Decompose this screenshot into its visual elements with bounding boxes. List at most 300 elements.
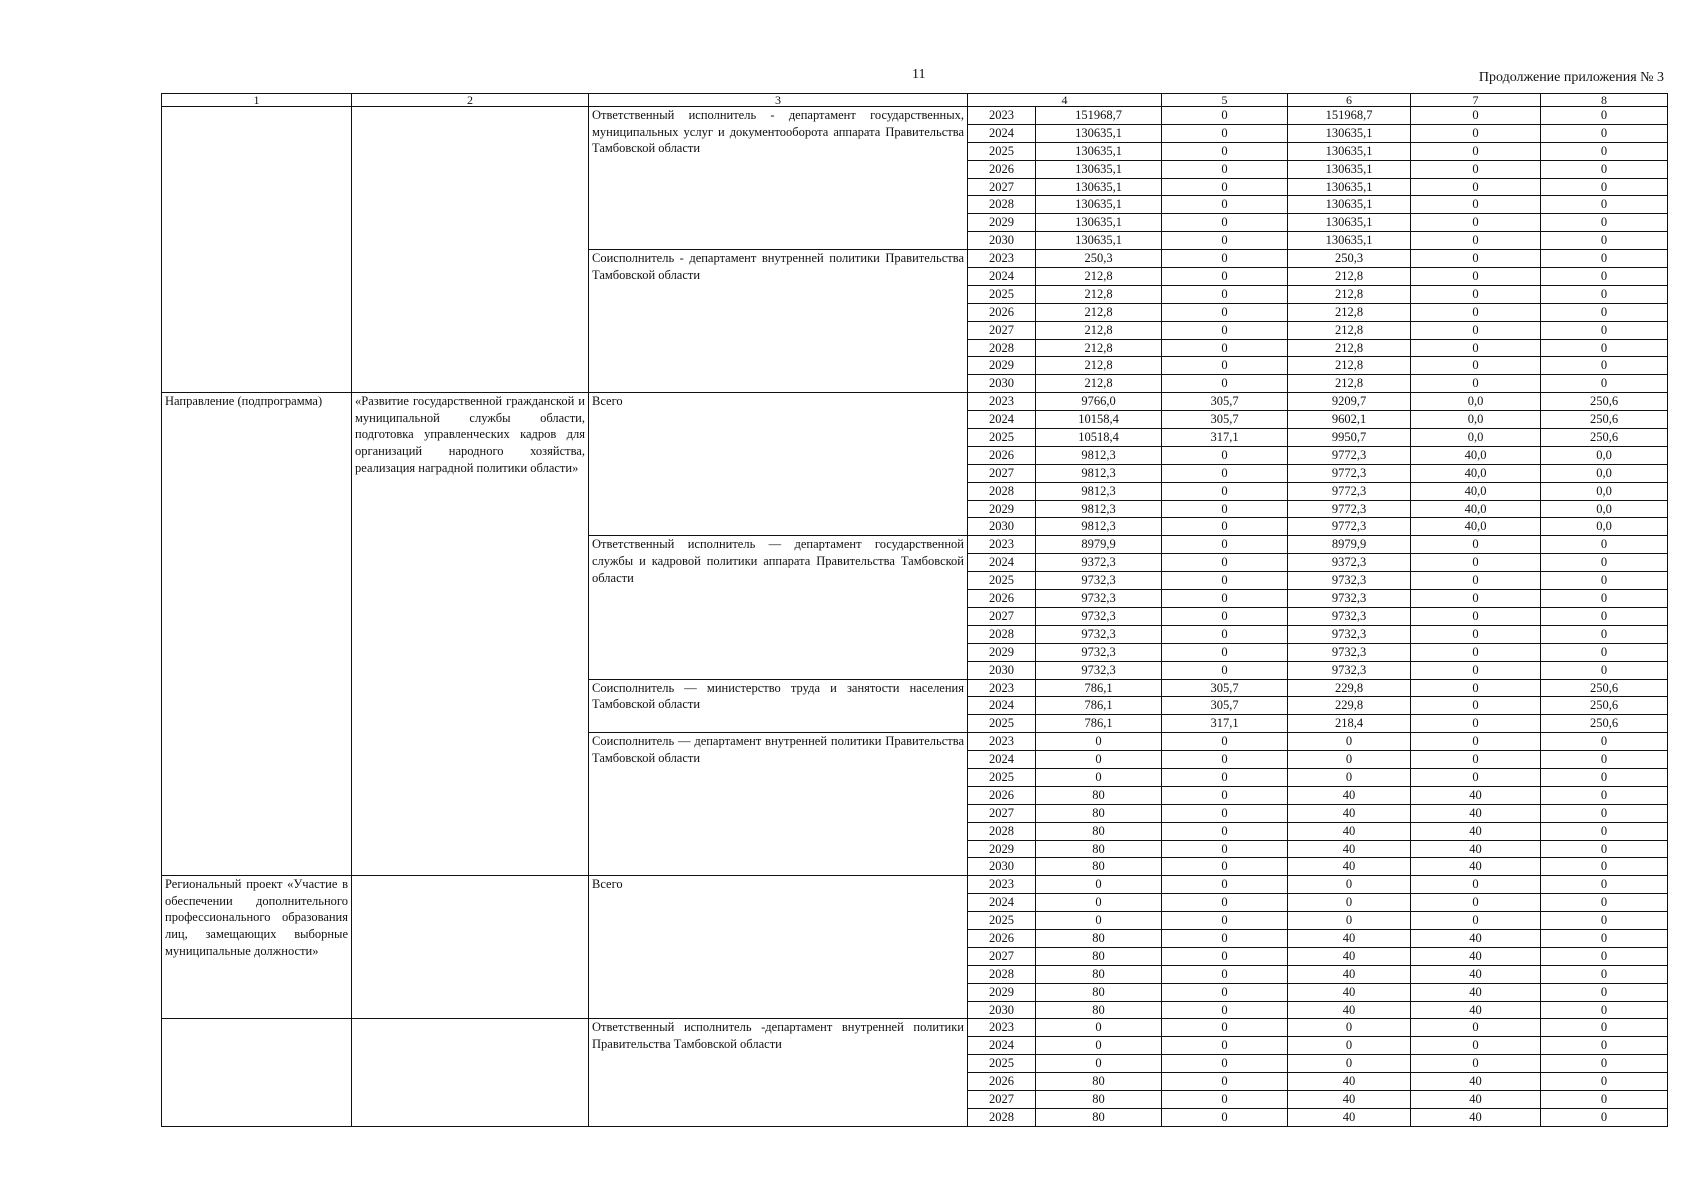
- value-cell: 0,0: [1411, 411, 1541, 429]
- value-cell: 0: [1541, 947, 1668, 965]
- value-cell: 40: [1288, 929, 1411, 947]
- value-cell: 0: [1541, 1001, 1668, 1019]
- program-name-cell: «Развитие государственной гражданской и муниципальной службы области, подготовка управленческих кадров для организаций народного хозяйства, реализация наградной политики области»: [352, 393, 589, 876]
- year-cell: 2028: [968, 482, 1036, 500]
- value-cell: 0: [1411, 375, 1541, 393]
- year-cell: 2028: [968, 625, 1036, 643]
- year-cell: 2030: [968, 518, 1036, 536]
- value-cell: 80: [1036, 822, 1162, 840]
- value-cell: 250,6: [1541, 679, 1668, 697]
- program-name-cell: [352, 876, 589, 1019]
- value-cell: 0: [1162, 625, 1288, 643]
- value-cell: 250,6: [1541, 697, 1668, 715]
- value-cell: 9732,3: [1036, 572, 1162, 590]
- table-row: [162, 393, 1668, 411]
- value-cell: 0: [1541, 536, 1668, 554]
- value-cell: 212,8: [1288, 303, 1411, 321]
- value-cell: 0: [1541, 929, 1668, 947]
- year-cell: 2028: [968, 822, 1036, 840]
- value-cell: 0: [1541, 590, 1668, 608]
- executor-cell: Соисполнитель — министерство труда и занятости населения Тамбовской области: [589, 679, 968, 733]
- value-cell: 0: [1162, 912, 1288, 930]
- value-cell: 40,0: [1411, 446, 1541, 464]
- value-cell: 40: [1411, 804, 1541, 822]
- value-cell: 9812,3: [1036, 446, 1162, 464]
- value-cell: 0: [1411, 554, 1541, 572]
- value-cell: 212,8: [1288, 375, 1411, 393]
- value-cell: 9812,3: [1036, 500, 1162, 518]
- year-cell: 2023: [968, 393, 1036, 411]
- value-cell: 0: [1036, 751, 1162, 769]
- value-cell: 9950,7: [1288, 429, 1411, 447]
- value-cell: 0: [1411, 768, 1541, 786]
- value-cell: 0: [1162, 1073, 1288, 1091]
- year-cell: 2027: [968, 947, 1036, 965]
- value-cell: 0: [1162, 1001, 1288, 1019]
- direction-cell: [162, 1019, 352, 1126]
- year-cell: 2025: [968, 912, 1036, 930]
- value-cell: 305,7: [1162, 411, 1288, 429]
- value-cell: 0: [1411, 733, 1541, 751]
- value-cell: 0: [1036, 768, 1162, 786]
- value-cell: 0: [1541, 107, 1668, 125]
- value-cell: 0: [1541, 160, 1668, 178]
- value-cell: 9209,7: [1288, 393, 1411, 411]
- year-cell: 2030: [968, 232, 1036, 250]
- value-cell: 212,8: [1288, 321, 1411, 339]
- table-row: [162, 107, 1668, 125]
- year-cell: 2024: [968, 751, 1036, 769]
- year-cell: 2027: [968, 804, 1036, 822]
- page-number: 11: [912, 67, 926, 82]
- year-cell: 2026: [968, 929, 1036, 947]
- value-cell: 229,8: [1288, 679, 1411, 697]
- value-cell: 0: [1541, 768, 1668, 786]
- value-cell: 8979,9: [1288, 536, 1411, 554]
- value-cell: 130635,1: [1288, 160, 1411, 178]
- column-header: 7: [1411, 94, 1541, 107]
- value-cell: 9772,3: [1288, 446, 1411, 464]
- value-cell: 0: [1541, 840, 1668, 858]
- year-cell: 2026: [968, 786, 1036, 804]
- value-cell: 0: [1411, 357, 1541, 375]
- value-cell: 0: [1541, 1073, 1668, 1091]
- value-cell: 0: [1288, 1055, 1411, 1073]
- value-cell: 0: [1162, 572, 1288, 590]
- value-cell: 40: [1288, 786, 1411, 804]
- value-cell: 9772,3: [1288, 464, 1411, 482]
- value-cell: 40: [1288, 822, 1411, 840]
- value-cell: 40: [1288, 1001, 1411, 1019]
- value-cell: 40: [1288, 1073, 1411, 1091]
- value-cell: 0: [1541, 625, 1668, 643]
- value-cell: 0: [1162, 268, 1288, 286]
- value-cell: 0: [1411, 536, 1541, 554]
- value-cell: 0: [1162, 321, 1288, 339]
- executor-cell: Ответственный исполнитель - департамент государственных, муниципальных услуг и документооборота аппарата Правительства Тамбовской области: [589, 107, 968, 250]
- value-cell: 0: [1541, 1019, 1668, 1037]
- year-cell: 2028: [968, 339, 1036, 357]
- value-cell: 0: [1162, 1055, 1288, 1073]
- value-cell: 9732,3: [1288, 607, 1411, 625]
- value-cell: 212,8: [1288, 285, 1411, 303]
- value-cell: 0: [1541, 554, 1668, 572]
- value-cell: 0,0: [1411, 393, 1541, 411]
- value-cell: 0: [1036, 733, 1162, 751]
- value-cell: 0: [1541, 858, 1668, 876]
- value-cell: 0: [1541, 643, 1668, 661]
- value-cell: 0: [1541, 983, 1668, 1001]
- budget-table: [161, 93, 1668, 1127]
- value-cell: 40,0: [1411, 464, 1541, 482]
- value-cell: 10518,4: [1036, 429, 1162, 447]
- column-header: 5: [1162, 94, 1288, 107]
- value-cell: 0: [1541, 124, 1668, 142]
- value-cell: 0: [1541, 804, 1668, 822]
- table-body: [162, 107, 1668, 1127]
- year-cell: 2027: [968, 321, 1036, 339]
- value-cell: 0: [1541, 1055, 1668, 1073]
- table-row: [162, 1019, 1668, 1037]
- year-cell: 2029: [968, 214, 1036, 232]
- value-cell: 0: [1411, 894, 1541, 912]
- value-cell: 0: [1541, 894, 1668, 912]
- value-cell: 130635,1: [1288, 124, 1411, 142]
- value-cell: 80: [1036, 1073, 1162, 1091]
- value-cell: 250,3: [1036, 250, 1162, 268]
- value-cell: 0: [1288, 1037, 1411, 1055]
- value-cell: 9732,3: [1288, 625, 1411, 643]
- value-cell: 40: [1288, 858, 1411, 876]
- value-cell: 0: [1036, 894, 1162, 912]
- value-cell: 0: [1036, 1055, 1162, 1073]
- value-cell: 0: [1162, 554, 1288, 572]
- value-cell: 40: [1411, 1108, 1541, 1126]
- value-cell: 0: [1411, 268, 1541, 286]
- value-cell: 130635,1: [1288, 178, 1411, 196]
- value-cell: 0: [1162, 160, 1288, 178]
- value-cell: 0: [1541, 375, 1668, 393]
- value-cell: 0: [1162, 124, 1288, 142]
- value-cell: 9732,3: [1288, 590, 1411, 608]
- year-cell: 2029: [968, 840, 1036, 858]
- year-cell: 2025: [968, 142, 1036, 160]
- value-cell: 9732,3: [1288, 643, 1411, 661]
- value-cell: 80: [1036, 1108, 1162, 1126]
- value-cell: 80: [1036, 858, 1162, 876]
- value-cell: 305,7: [1162, 697, 1288, 715]
- value-cell: 0: [1411, 590, 1541, 608]
- value-cell: 317,1: [1162, 715, 1288, 733]
- value-cell: 130635,1: [1036, 124, 1162, 142]
- value-cell: 0: [1162, 858, 1288, 876]
- value-cell: 0: [1411, 232, 1541, 250]
- year-cell: 2027: [968, 178, 1036, 196]
- value-cell: 151968,7: [1036, 107, 1162, 125]
- value-cell: 0: [1162, 661, 1288, 679]
- year-cell: 2024: [968, 124, 1036, 142]
- year-cell: 2026: [968, 1073, 1036, 1091]
- value-cell: 0: [1411, 196, 1541, 214]
- year-cell: 2025: [968, 572, 1036, 590]
- value-cell: 40: [1411, 929, 1541, 947]
- value-cell: 212,8: [1036, 285, 1162, 303]
- value-cell: 250,3: [1288, 250, 1411, 268]
- value-cell: 0: [1162, 446, 1288, 464]
- year-cell: 2026: [968, 590, 1036, 608]
- executor-cell: Соисполнитель — департамент внутренней политики Правительства Тамбовской области: [589, 733, 968, 876]
- column-header: 8: [1541, 94, 1668, 107]
- value-cell: 9732,3: [1036, 625, 1162, 643]
- value-cell: 0: [1036, 1019, 1162, 1037]
- value-cell: 0: [1162, 786, 1288, 804]
- executor-cell: Ответственный исполнитель -департамент внутренней политики Правительства Тамбовской области: [589, 1019, 968, 1126]
- value-cell: 9772,3: [1288, 500, 1411, 518]
- value-cell: 80: [1036, 804, 1162, 822]
- value-cell: 0: [1411, 715, 1541, 733]
- value-cell: 0: [1411, 1055, 1541, 1073]
- column-header: 1: [162, 94, 352, 107]
- year-cell: 2024: [968, 697, 1036, 715]
- value-cell: 9732,3: [1036, 643, 1162, 661]
- value-cell: 0: [1411, 160, 1541, 178]
- value-cell: 0: [1036, 1037, 1162, 1055]
- value-cell: 40: [1288, 983, 1411, 1001]
- value-cell: 0: [1162, 876, 1288, 894]
- value-cell: 0: [1162, 214, 1288, 232]
- value-cell: 212,8: [1288, 339, 1411, 357]
- value-cell: 0: [1411, 107, 1541, 125]
- value-cell: 130635,1: [1288, 142, 1411, 160]
- value-cell: 0: [1162, 232, 1288, 250]
- value-cell: 0: [1288, 768, 1411, 786]
- value-cell: 40: [1411, 840, 1541, 858]
- value-cell: 0: [1162, 178, 1288, 196]
- value-cell: 0: [1411, 285, 1541, 303]
- value-cell: 0: [1162, 1108, 1288, 1126]
- value-cell: 40: [1411, 947, 1541, 965]
- value-cell: 40: [1411, 1001, 1541, 1019]
- value-cell: 0,0: [1541, 464, 1668, 482]
- value-cell: 0: [1411, 142, 1541, 160]
- direction-cell: [162, 107, 352, 393]
- value-cell: 0: [1411, 572, 1541, 590]
- value-cell: 0: [1541, 1108, 1668, 1126]
- year-cell: 2025: [968, 768, 1036, 786]
- value-cell: 0: [1541, 1037, 1668, 1055]
- value-cell: 0: [1162, 357, 1288, 375]
- value-cell: 80: [1036, 1090, 1162, 1108]
- value-cell: 0: [1162, 482, 1288, 500]
- year-cell: 2023: [968, 107, 1036, 125]
- value-cell: 212,8: [1288, 268, 1411, 286]
- value-cell: 0: [1541, 196, 1668, 214]
- value-cell: 0: [1162, 339, 1288, 357]
- value-cell: 0: [1162, 607, 1288, 625]
- value-cell: 0: [1411, 214, 1541, 232]
- value-cell: 0: [1162, 768, 1288, 786]
- value-cell: 0,0: [1411, 429, 1541, 447]
- year-cell: 2024: [968, 894, 1036, 912]
- value-cell: 786,1: [1036, 697, 1162, 715]
- value-cell: 130635,1: [1036, 142, 1162, 160]
- value-cell: 212,8: [1036, 339, 1162, 357]
- value-cell: 0: [1541, 912, 1668, 930]
- value-cell: 0: [1162, 500, 1288, 518]
- value-cell: 0: [1541, 268, 1668, 286]
- value-cell: 80: [1036, 965, 1162, 983]
- value-cell: 80: [1036, 1001, 1162, 1019]
- value-cell: 0: [1288, 912, 1411, 930]
- value-cell: 130635,1: [1288, 232, 1411, 250]
- value-cell: 0: [1411, 876, 1541, 894]
- year-cell: 2023: [968, 733, 1036, 751]
- year-cell: 2030: [968, 661, 1036, 679]
- value-cell: 0: [1411, 607, 1541, 625]
- value-cell: 0: [1541, 357, 1668, 375]
- value-cell: 0: [1541, 321, 1668, 339]
- executor-cell: Всего: [589, 876, 968, 1019]
- value-cell: 40: [1411, 1090, 1541, 1108]
- value-cell: 0: [1411, 1019, 1541, 1037]
- value-cell: 130635,1: [1288, 196, 1411, 214]
- value-cell: 40: [1288, 840, 1411, 858]
- value-cell: 0: [1162, 1019, 1288, 1037]
- value-cell: 80: [1036, 947, 1162, 965]
- value-cell: 0: [1541, 751, 1668, 769]
- year-cell: 2023: [968, 250, 1036, 268]
- year-cell: 2027: [968, 464, 1036, 482]
- value-cell: 0: [1411, 643, 1541, 661]
- value-cell: 130635,1: [1036, 178, 1162, 196]
- value-cell: 9732,3: [1288, 572, 1411, 590]
- year-cell: 2026: [968, 303, 1036, 321]
- value-cell: 212,8: [1036, 303, 1162, 321]
- value-cell: 40,0: [1411, 518, 1541, 536]
- value-cell: 0: [1411, 661, 1541, 679]
- value-cell: 9602,1: [1288, 411, 1411, 429]
- value-cell: 8979,9: [1036, 536, 1162, 554]
- value-cell: 40: [1288, 1090, 1411, 1108]
- value-cell: 80: [1036, 786, 1162, 804]
- value-cell: 0: [1288, 733, 1411, 751]
- value-cell: 0: [1288, 1019, 1411, 1037]
- value-cell: 0: [1411, 303, 1541, 321]
- value-cell: 0: [1162, 375, 1288, 393]
- value-cell: 0: [1162, 1090, 1288, 1108]
- value-cell: 40: [1411, 983, 1541, 1001]
- value-cell: 0: [1162, 142, 1288, 160]
- value-cell: 229,8: [1288, 697, 1411, 715]
- value-cell: 0: [1411, 697, 1541, 715]
- column-header: 2: [352, 94, 589, 107]
- year-cell: 2023: [968, 536, 1036, 554]
- value-cell: 0: [1541, 285, 1668, 303]
- value-cell: 0: [1162, 536, 1288, 554]
- value-cell: 0: [1541, 661, 1668, 679]
- year-cell: 2025: [968, 429, 1036, 447]
- year-cell: 2027: [968, 1090, 1036, 1108]
- program-name-cell: [352, 107, 589, 393]
- value-cell: 9732,3: [1036, 661, 1162, 679]
- value-cell: 0: [1541, 1090, 1668, 1108]
- value-cell: 0: [1162, 733, 1288, 751]
- value-cell: 212,8: [1036, 268, 1162, 286]
- continuation-note: Продолжение приложения № 3: [1478, 70, 1664, 85]
- value-cell: 0: [1288, 751, 1411, 769]
- value-cell: 0,0: [1541, 518, 1668, 536]
- value-cell: 0: [1541, 339, 1668, 357]
- value-cell: 218,4: [1288, 715, 1411, 733]
- value-cell: 0: [1541, 786, 1668, 804]
- value-cell: 212,8: [1036, 375, 1162, 393]
- year-cell: 2024: [968, 268, 1036, 286]
- value-cell: 0: [1162, 822, 1288, 840]
- value-cell: 0: [1162, 804, 1288, 822]
- column-header: 3: [589, 94, 968, 107]
- value-cell: 40: [1411, 822, 1541, 840]
- value-cell: 0: [1162, 983, 1288, 1001]
- value-cell: 0: [1162, 464, 1288, 482]
- value-cell: 80: [1036, 983, 1162, 1001]
- value-cell: 0: [1541, 607, 1668, 625]
- value-cell: 0: [1411, 250, 1541, 268]
- value-cell: 0: [1411, 178, 1541, 196]
- value-cell: 9812,3: [1036, 518, 1162, 536]
- value-cell: 9732,3: [1288, 661, 1411, 679]
- value-cell: 0: [1162, 929, 1288, 947]
- value-cell: 40,0: [1411, 482, 1541, 500]
- year-cell: 2026: [968, 160, 1036, 178]
- value-cell: 9372,3: [1036, 554, 1162, 572]
- value-cell: 80: [1036, 929, 1162, 947]
- value-cell: 9732,3: [1036, 590, 1162, 608]
- value-cell: 0: [1541, 572, 1668, 590]
- value-cell: 0: [1162, 590, 1288, 608]
- value-cell: 0: [1541, 214, 1668, 232]
- value-cell: 250,6: [1541, 429, 1668, 447]
- year-cell: 2029: [968, 983, 1036, 1001]
- year-cell: 2028: [968, 965, 1036, 983]
- value-cell: 0: [1541, 303, 1668, 321]
- value-cell: 0: [1288, 894, 1411, 912]
- value-cell: 786,1: [1036, 715, 1162, 733]
- program-name-cell: [352, 1019, 589, 1126]
- value-cell: 0: [1162, 250, 1288, 268]
- year-cell: 2030: [968, 858, 1036, 876]
- value-cell: 0: [1411, 339, 1541, 357]
- value-cell: 0: [1036, 876, 1162, 894]
- value-cell: 40: [1411, 1073, 1541, 1091]
- year-cell: 2025: [968, 285, 1036, 303]
- value-cell: 0: [1036, 912, 1162, 930]
- value-cell: 786,1: [1036, 679, 1162, 697]
- value-cell: 305,7: [1162, 393, 1288, 411]
- value-cell: 0: [1162, 303, 1288, 321]
- value-cell: 0: [1411, 124, 1541, 142]
- year-cell: 2027: [968, 607, 1036, 625]
- value-cell: 40: [1288, 804, 1411, 822]
- value-cell: 305,7: [1162, 679, 1288, 697]
- value-cell: 0: [1541, 142, 1668, 160]
- value-cell: 0: [1162, 894, 1288, 912]
- value-cell: 40: [1288, 947, 1411, 965]
- value-cell: 0: [1541, 822, 1668, 840]
- year-cell: 2030: [968, 1001, 1036, 1019]
- value-cell: 130635,1: [1036, 232, 1162, 250]
- year-cell: 2029: [968, 357, 1036, 375]
- executor-cell: Соисполнитель - департамент внутренней политики Правительства Тамбовской области: [589, 250, 968, 393]
